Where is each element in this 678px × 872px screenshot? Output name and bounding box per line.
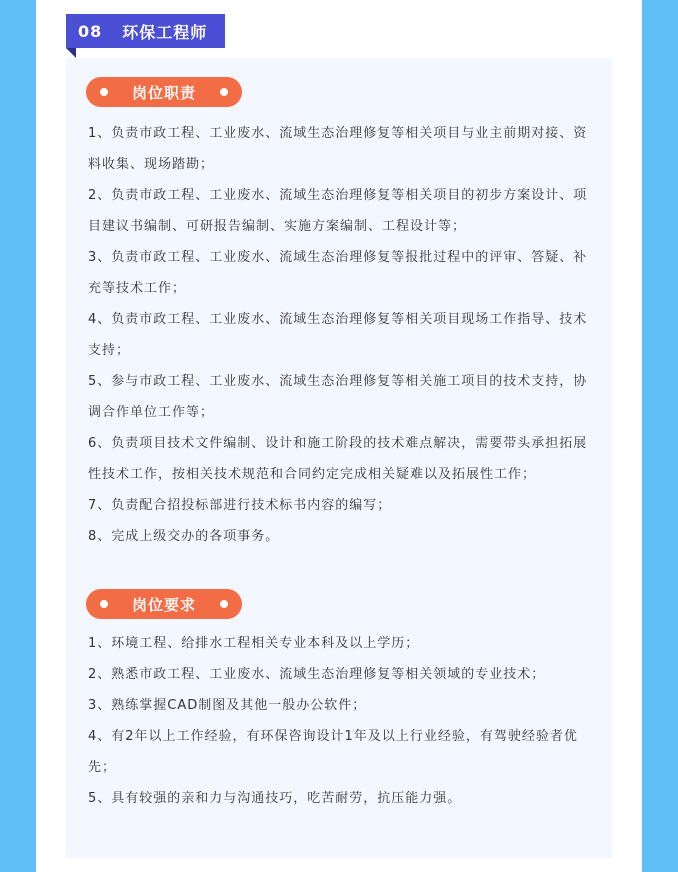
section-header (66, 14, 225, 48)
requirements-list (88, 628, 598, 814)
list-item: 7、负责配合招投标部进行技术标书内容的编写； (88, 498, 392, 513)
list-item: 4、有2年以上工作经验，有环保咨询设计1年及以上行业经验，有驾驶经验者优先； (88, 729, 578, 775)
list-item: 3、熟练掌握CAD制图及其他一般办公软件； (88, 698, 367, 713)
list-item: 8、完成上级交办的各项事务。 (88, 529, 280, 544)
list-item: 5、参与市政工程、工业废水、流域生态治理修复等相关施工项目的技术支持，协调合作单位工作等； (88, 374, 588, 420)
duties-heading (86, 77, 242, 107)
dot-icon (100, 88, 108, 96)
requirements-heading-label: 岗位要求 (131, 595, 196, 614)
duties-heading-label: 岗位职责 (131, 83, 196, 102)
list-item: 2、熟悉市政工程、工业废水、流域生态治理修复等相关领域的专业技术； (88, 667, 546, 682)
duties-list (88, 118, 598, 552)
section-title: 环保工程师 (122, 22, 208, 42)
list-item: 5、具有较强的亲和力与沟通技巧，吃苦耐劳，抗压能力强。 (88, 791, 462, 806)
list-item: 6、负责项目技术文件编制、设计和施工阶段的技术难点解决，需要带头承担拓展性技术工作，按相关技术规范和合同约定完成相关疑难以及拓展性工作； (88, 436, 588, 482)
list-item: 1、环境工程、给排水工程相关专业本科及以上学历； (88, 636, 420, 651)
dot-icon (100, 600, 108, 608)
list-item: 3、负责市政工程、工业废水、流域生态治理修复等报批过程中的评审、答疑、补充等技术工作； (88, 250, 588, 296)
dot-icon (220, 88, 228, 96)
requirements-heading (86, 589, 242, 619)
list-item: 2、负责市政工程、工业废水、流域生态治理修复等相关项目的初步方案设计、项目建议书编制、可研报告编制、实施方案编制、工程设计等； (88, 188, 588, 234)
list-item: 1、负责市政工程、工业废水、流域生态治理修复等相关项目与业主前期对接、资料收集、现场踏勘； (88, 126, 588, 172)
header-fold-decoration (66, 48, 76, 58)
list-item: 4、负责市政工程、工业废水、流域生态治理修复等相关项目现场工作指导、技术支持； (88, 312, 588, 358)
section-number: 08 (78, 21, 103, 41)
dot-icon (220, 600, 228, 608)
